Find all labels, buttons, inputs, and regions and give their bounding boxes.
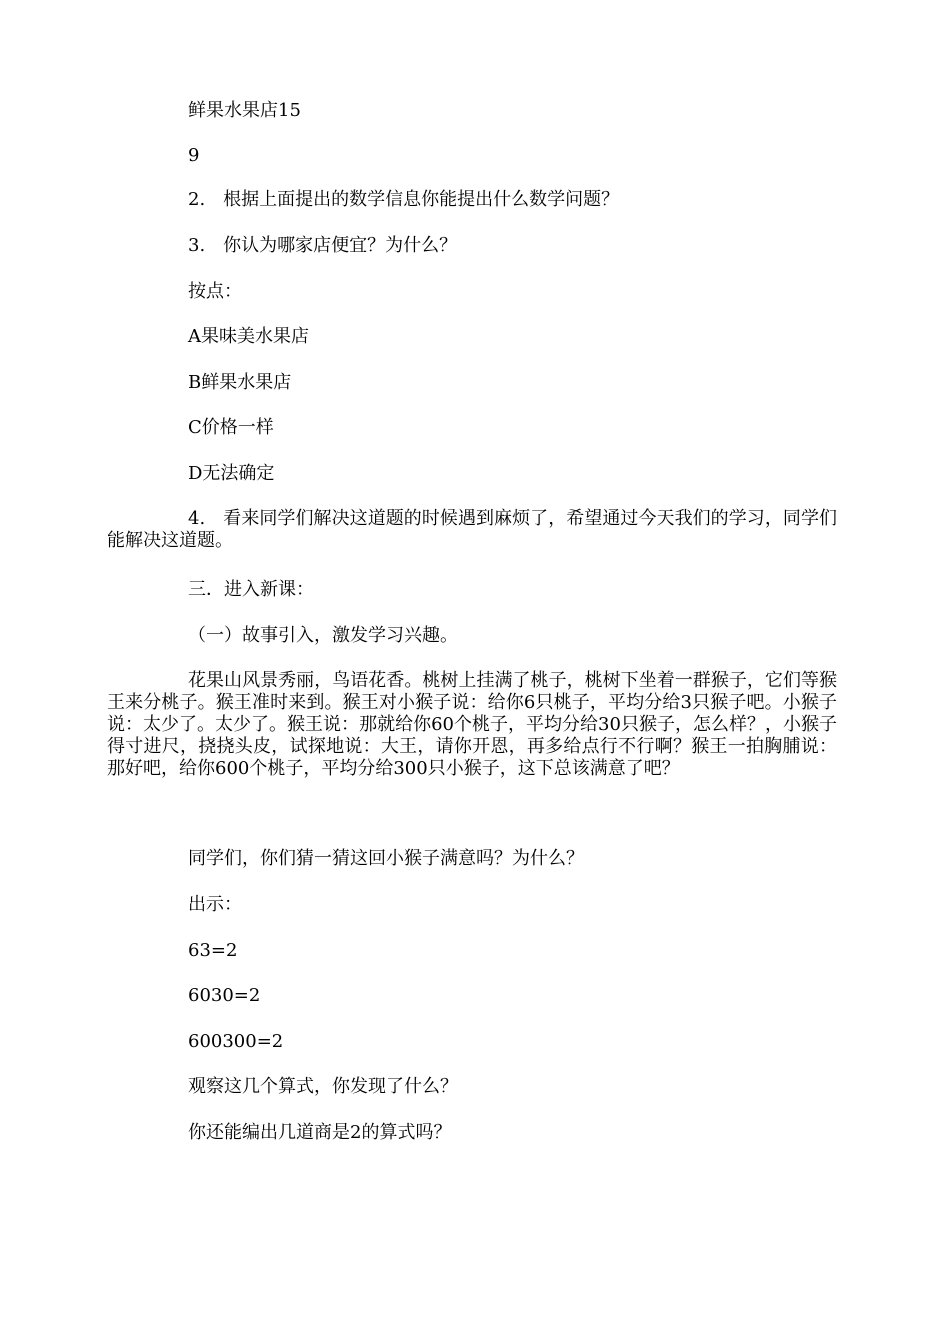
equation: 6030=2 (188, 985, 261, 1006)
story-paragraph: 花果山风景秀丽，鸟语花香。桃树上挂满了桃子，桃树下坐着一群猴子，它们等猴王来分桃子。猴王准时来到。猴王对小猴子说：给你6只桃子，平均分给3只猴子吧。小猴子说：太少了。太少了。猴王说：那就给你60个桃子，平均分给30只猴子，怎么样？，小猴子得寸进尺，挠挠头皮，试探地说：大王，请你开恩，再多给点行不行啊？猴王一拍胸脯说：那好吧，给你600个桃子，平均分给300只小猴子，这下总该满意了吧？ (107, 670, 837, 779)
section-heading: 三．进入新课： (188, 579, 314, 600)
paragraph-4: 4. 看来同学们解决这道题的时候遇到麻烦了，希望通过今天我们的学习，同学们能解决这道题。 (107, 508, 837, 551)
text-line: 出示： (188, 894, 242, 915)
text-line: 你还能编出几道商是2的算式吗？ (188, 1122, 452, 1143)
text-line: 同学们，你们猜一猜这回小猴子满意吗？为什么？ (188, 848, 584, 869)
option-c: C价格一样 (188, 417, 274, 438)
equation: 63=2 (188, 940, 238, 961)
option-b: B鲜果水果店 (188, 372, 292, 393)
text-line: 鲜果水果店15 (188, 100, 301, 121)
option-a: A果味美水果店 (188, 326, 309, 347)
question-2: 2. 根据上面提出的数学信息你能提出什么数学问题？ (188, 189, 620, 210)
text-line: 观察这几个算式，你发现了什么？ (188, 1076, 458, 1097)
subsection-heading: （一）故事引入，激发学习兴趣。 (188, 625, 458, 646)
equation: 600300=2 (188, 1031, 284, 1052)
option-d: D无法确定 (188, 463, 275, 484)
text-line: 9 (188, 145, 200, 166)
options-label: 按点： (188, 281, 242, 302)
question-3: 3. 你认为哪家店便宜？为什么？ (188, 235, 458, 256)
